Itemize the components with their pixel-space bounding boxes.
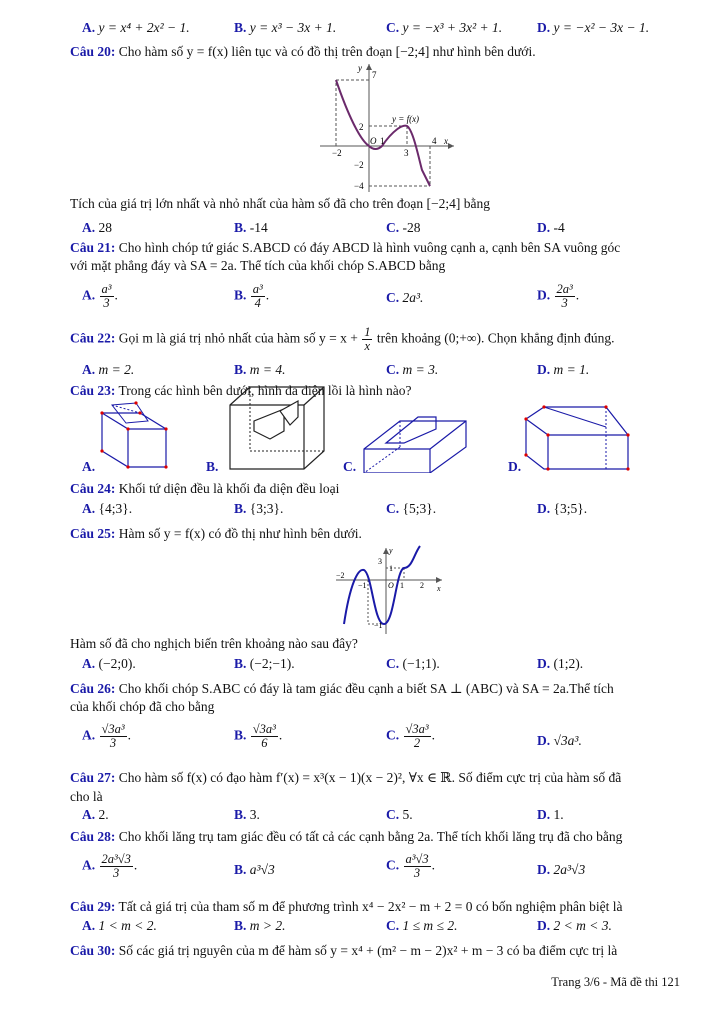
q25-stem: Câu 25: Hàm số y = f(x) có đồ thị như hình bên dưới.: [70, 526, 362, 541]
q25-option-d[interactable]: D. (1;2).: [537, 656, 584, 671]
q20-tick-x3: 3: [404, 148, 409, 158]
q20-origin: O: [370, 136, 377, 146]
q25-tick-xm1: −1: [358, 581, 367, 590]
q23-figure-d: [522, 403, 634, 473]
q23-option-a[interactable]: A.: [82, 459, 96, 474]
q21-option-b[interactable]: B. $\frac{\text{a³}}{4}$ .: [234, 282, 270, 310]
q21-stem-2: với mặt phẳng đáy và SA = 2a. Thể tích của khối chóp S.ABCD bằng: [70, 258, 446, 273]
q24-option-a[interactable]: A. {4;3}.: [82, 501, 133, 516]
q23-figure-a: [96, 401, 176, 473]
q21-option-c[interactable]: C. 2a³.: [386, 290, 424, 305]
q26-option-c[interactable]: C. $\frac{\text{√3a³}}{2}$ .: [386, 722, 435, 750]
q25-option-a[interactable]: A. (−2;0).: [82, 656, 136, 671]
q20-question: Tích của giá trị lớn nhất và nhỏ nhất của hàm số đã cho trên đoạn [−2;4] bằng: [70, 196, 490, 211]
q20-tick-xm2: −2: [332, 148, 342, 158]
q29-option-d[interactable]: D. 2 < m < 3.: [537, 918, 612, 933]
q23-figure-c: [356, 407, 470, 473]
q28-option-a[interactable]: A. $\frac{\text{2a³√3}}{3}$ .: [82, 852, 138, 880]
q25-tick-ym1: −1: [374, 621, 383, 630]
q25-tick-y1: 1: [389, 564, 393, 573]
q20-option-b[interactable]: B. -14: [234, 220, 268, 235]
q20-tick-ym4: −4: [354, 181, 364, 191]
q23-option-b[interactable]: B.: [206, 459, 219, 474]
q29-option-c[interactable]: C. 1 ≤ m ≤ 2.: [386, 918, 458, 933]
q24-option-b[interactable]: B. {3;3}.: [234, 501, 284, 516]
q29-option-b[interactable]: B. m > 2.: [234, 918, 286, 933]
q20-y-label: y: [358, 63, 362, 73]
q27-option-a[interactable]: A. 2.: [82, 807, 109, 822]
q25-tick-y3: 3: [378, 557, 382, 566]
q19-option-d[interactable]: D. y = −x² − 3x − 1.: [537, 20, 650, 35]
q19-option-a[interactable]: A. y = x⁴ + 2x² − 1.: [82, 20, 190, 35]
q20-tick-ym2: −2: [354, 160, 364, 170]
q25-option-c[interactable]: C. (−1;1).: [386, 656, 440, 671]
q22-option-a[interactable]: A. m = 2.: [82, 362, 135, 377]
q24-option-d[interactable]: D. {3;5}.: [537, 501, 588, 516]
q20-option-d[interactable]: D. -4: [537, 220, 565, 235]
q22-stem: Câu 22: Gọi m là giá trị nhỏ nhất của hàm số y = x + $\frac{1}{x}$ trên khoảng (0;+∞). Chọn khẳng định đúng.: [70, 325, 615, 353]
q27-option-b[interactable]: B. 3.: [234, 807, 260, 822]
q30-stem: Câu 30: Số các giá trị nguyên của m để hàm số y = x⁴ + (m² − m − 2)x² + m − 3 có ba điểm cực trị là: [70, 943, 618, 958]
q20-tick-x1: 1: [380, 136, 385, 146]
q22-option-b[interactable]: B. m = 4.: [234, 362, 286, 377]
q25-x-label: x: [437, 584, 441, 593]
q26-option-b[interactable]: B. $\frac{\text{√3a³}}{6}$ .: [234, 722, 283, 750]
q25-y-label: y: [389, 546, 393, 555]
q25-tick-xm2: −2: [336, 571, 345, 580]
q20-stem: Câu 20: Cho hàm số y = f(x) liên tục và có đồ thị trên đoạn [−2;4] như hình bên dưới.: [70, 44, 536, 59]
q20-option-c[interactable]: C. -28: [386, 220, 421, 235]
q22-option-d[interactable]: D. m = 1.: [537, 362, 590, 377]
q26-option-a[interactable]: A. $\frac{\text{√3a³}}{3}$ .: [82, 722, 131, 750]
q27-stem-2: cho là: [70, 789, 103, 804]
q29-option-a[interactable]: A. 1 < m < 2.: [82, 918, 157, 933]
q28-option-c[interactable]: C. $\frac{\text{a³√3}}{3}$ .: [386, 852, 435, 880]
q21-stem: Câu 21: Cho hình chóp tứ giác S.ABCD có đáy ABCD là hình vuông cạnh a, cạnh bên SA vuông góc: [70, 240, 621, 255]
q19-option-b[interactable]: B. y = x³ − 3x + 1.: [234, 20, 337, 35]
q20-tick-y7: 7: [372, 70, 377, 80]
q25-tick-x2: 2: [420, 581, 424, 590]
q26-option-d[interactable]: D. √3a³.: [537, 733, 582, 748]
q24-option-c[interactable]: C. {5;3}.: [386, 501, 437, 516]
q20-tick-x4: 4: [432, 136, 437, 146]
q21-option-d[interactable]: D. $\frac{\text{2a³}}{3}$ .: [537, 282, 580, 310]
q28-stem: Câu 28: Cho khối lăng trụ tam giác đều có tất cả các cạnh bằng 2a. Thể tích khối lăng trụ đã cho bằng: [70, 829, 623, 844]
q28-option-b[interactable]: B. a³√3: [234, 862, 275, 877]
q20-curve-label: y = f(x): [392, 114, 420, 124]
q25-option-b[interactable]: B. (−2;−1).: [234, 656, 295, 671]
q25-question: Hàm số đã cho nghịch biến trên khoảng nào sau đây?: [70, 636, 358, 651]
q28-option-d[interactable]: D. 2a³√3: [537, 862, 586, 877]
q24-stem: Câu 24: Khối tứ diện đều là khối đa diện đều loại: [70, 481, 340, 496]
q27-option-c[interactable]: C. 5.: [386, 807, 413, 822]
q25-graph: [334, 544, 446, 636]
q22-option-c[interactable]: C. m = 3.: [386, 362, 439, 377]
q23-figure-b: [224, 381, 332, 473]
q20-graph: [318, 60, 458, 196]
q23-stem: Câu 23: Trong các hình bên dưới, hình đa diện lồi là hình nào?: [70, 383, 412, 398]
q27-stem: Câu 27: Cho hàm số f(x) có đạo hàm f′(x) = x³(x − 1)(x − 2)², ∀x ∈ ℝ. Số điểm cực trị của hàm số đã: [70, 770, 622, 785]
q23-option-d[interactable]: D.: [508, 459, 522, 474]
q27-option-d[interactable]: D. 1.: [537, 807, 564, 822]
q26-stem-2: của khối chóp đã cho bằng: [70, 699, 215, 714]
q29-stem: Câu 29: Tất cả giá trị của tham số m để phương trình x⁴ − 2x² − m + 2 = 0 có bốn nghiệm phân biệt là: [70, 899, 623, 914]
q20-x-label: x: [444, 136, 448, 146]
page-footer: Trang 3/6 - Mã đề thi 121: [551, 975, 680, 989]
q26-stem: Câu 26: Cho khối chóp S.ABC có đáy là tam giác đều cạnh a biết SA ⊥ (ABC) và SA = 2a.Thể tích: [70, 681, 614, 696]
q25-tick-x1: 1: [400, 581, 404, 590]
q19-option-c[interactable]: C. y = −x³ + 3x² + 1.: [386, 20, 503, 35]
q21-option-a[interactable]: A. $\frac{\text{a³}}{3}$ .: [82, 282, 118, 310]
q25-origin: O: [388, 581, 394, 590]
q23-option-c[interactable]: C.: [343, 459, 357, 474]
q20-option-a[interactable]: A. 28: [82, 220, 112, 235]
q20-tick-y2: 2: [359, 122, 364, 132]
